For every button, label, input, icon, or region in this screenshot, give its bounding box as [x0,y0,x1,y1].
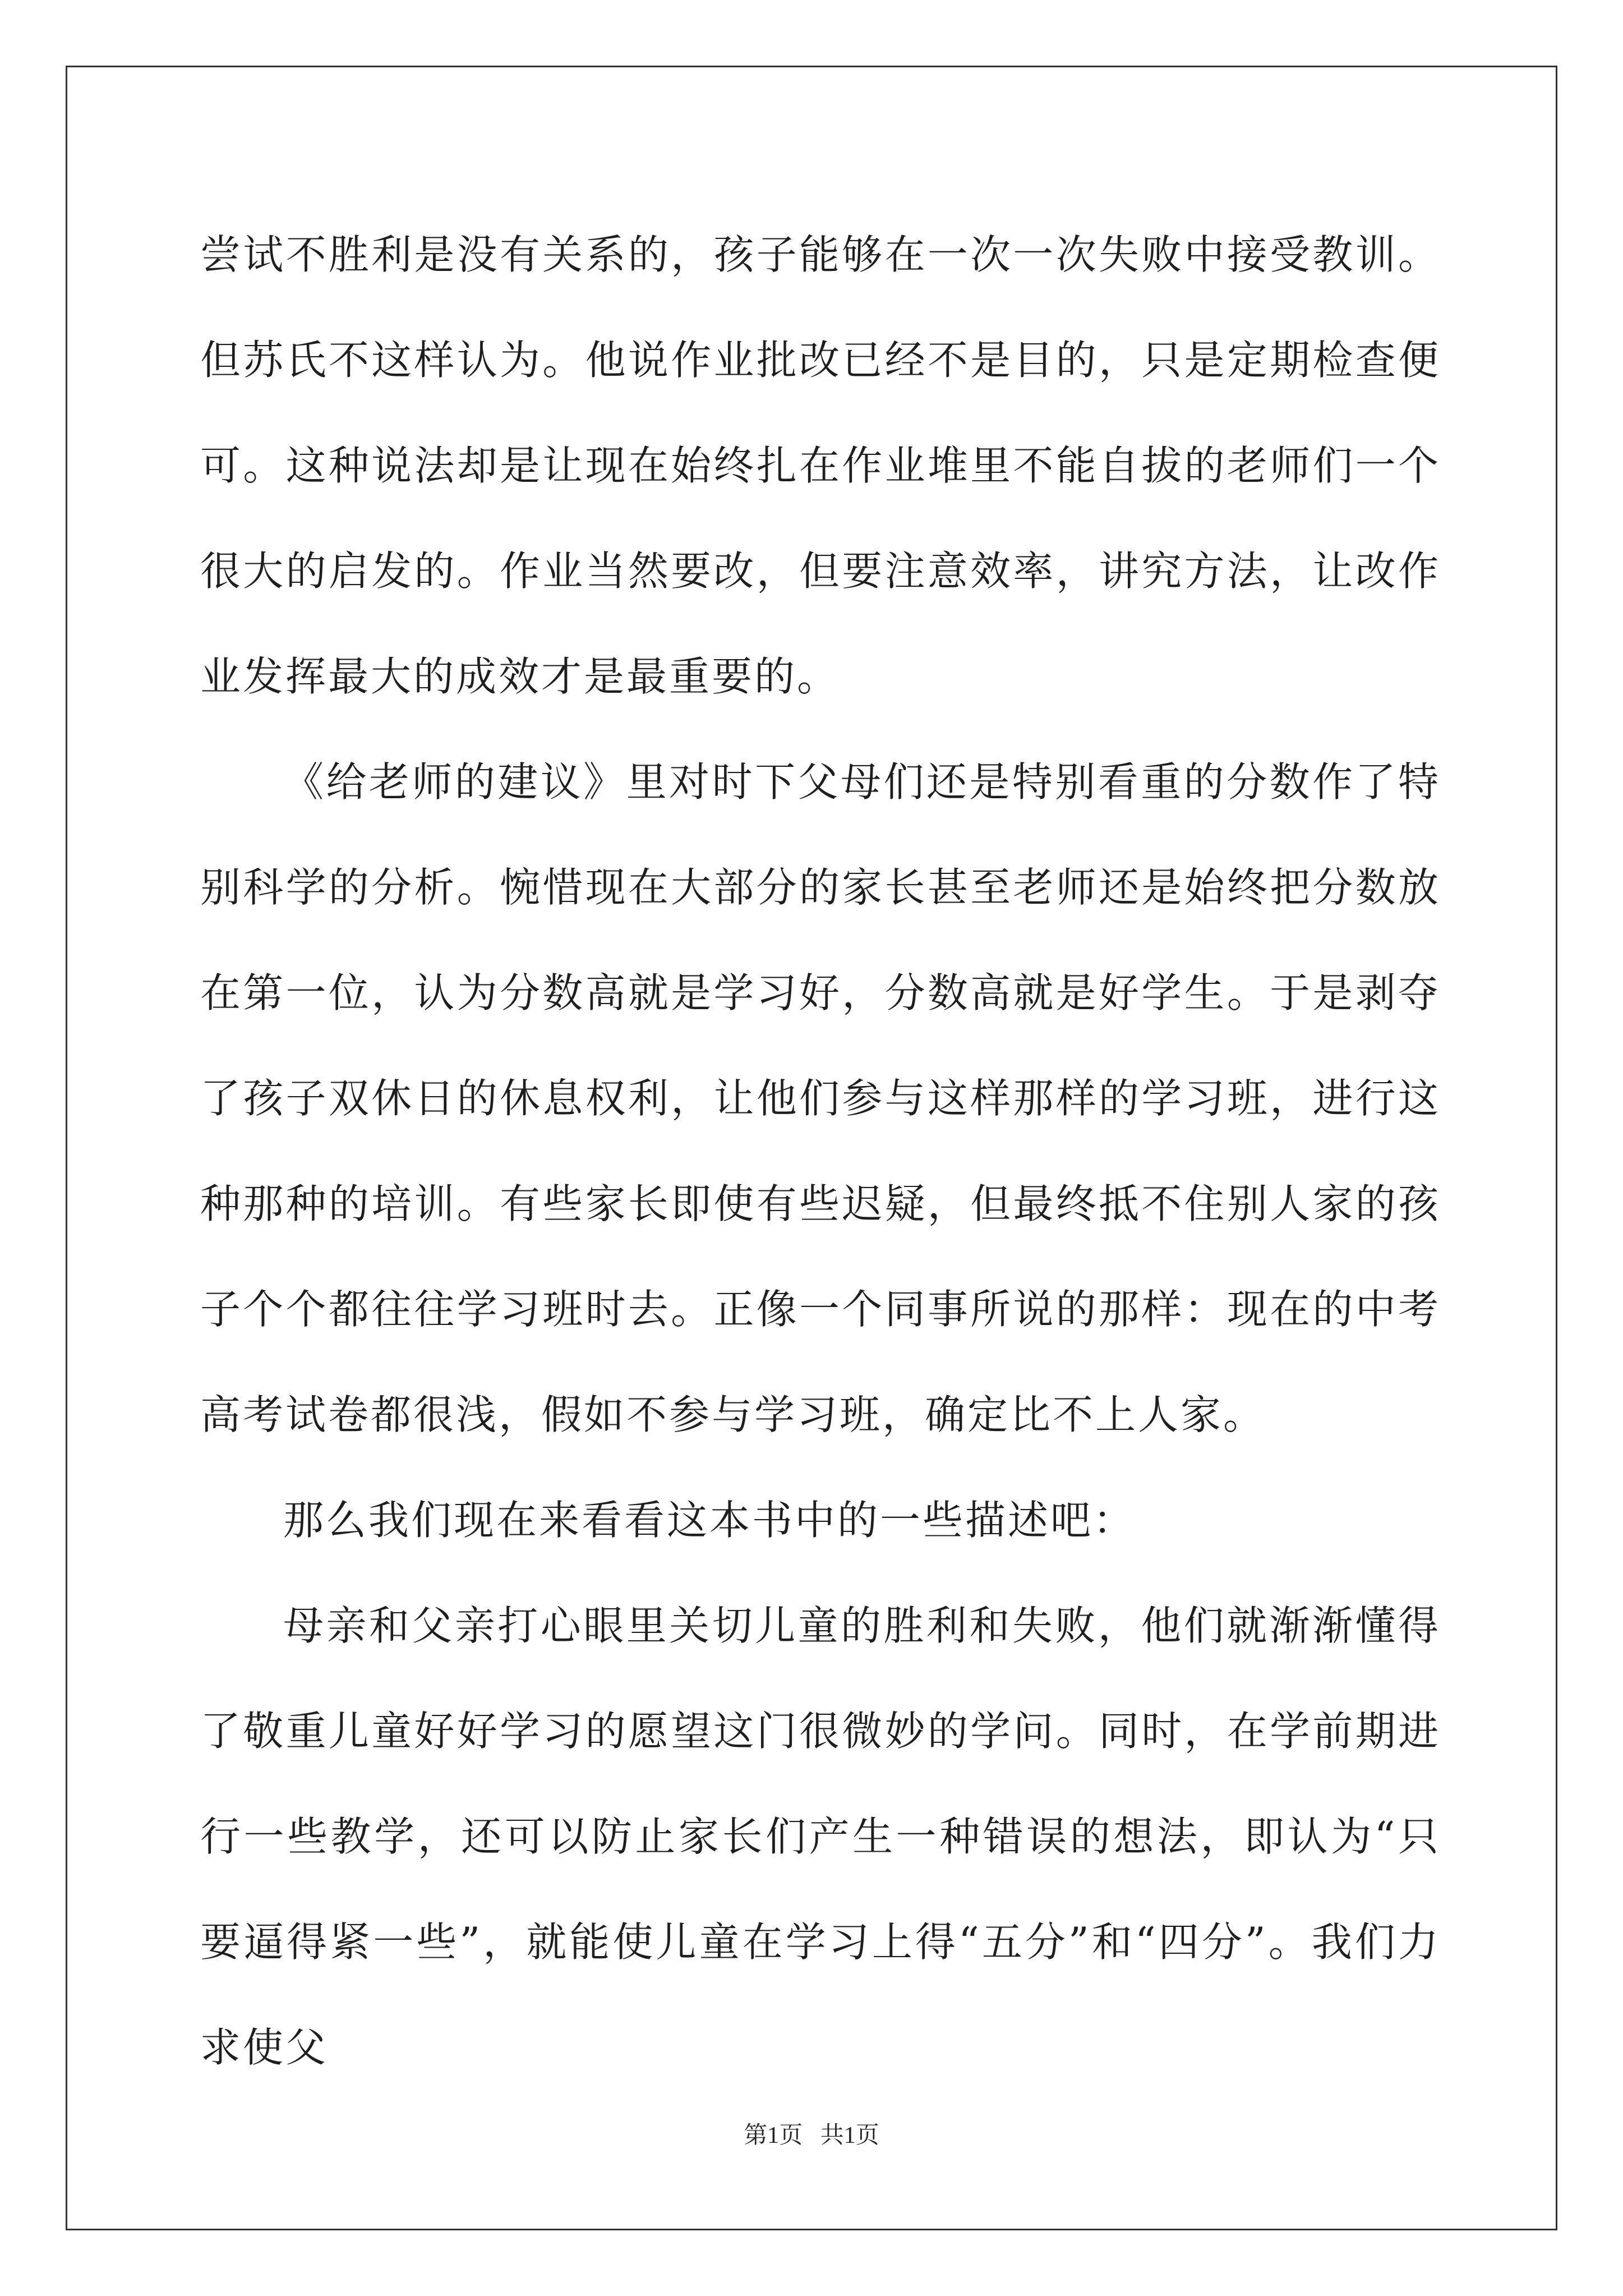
page-footer: 第1页 共1页 [744,2123,879,2148]
paragraph-3: 那么我们现在来看看这本书中的一些描述吧： [283,1497,1136,1544]
paragraph-1: 尝试不胜利是没有关系的，孩子能够在一次一次失败中接受教训。但苏氏不这样认为。他说作业批改已经不是目的，只是定期检查便可。这种说法却是让现在始终扎在作业堆里不能自拔的老师们一个很大的启发的。作业当然要改，但要注意效率，讲究方法，让改作业发挥最大的成效才是最重要的。 [200,231,1441,700]
paragraph-2: 《给老师的建议》里对时下父母们还是特别看重的分数作了特别科学的分析。惋惜现在大部分的家长甚至老师还是始终把分数放在第一位，认为分数高就是学习好，分数高就是好学生。于是剥夺了孩子双休日的休息权利，让他们参与这样那样的学习班，进行这种那种的培训。有些家长即使有些迟疑，但最终抵不住别人家的孩子个个都往往学习班时去。正像一个同事所说的那样：现在的中考高考试卷都很浅，假如不参与学习班，确定比不上人家。 [200,758,1441,1438]
paragraph-4: 母亲和父亲打心眼里关切儿童的胜利和失败，他们就渐渐懂得了敬重儿童好好学习的愿望这门很微妙的学问。同时，在学前期进行一些教学，还可以防止家长们产生一种错误的想法，即认为“只要逼得紧一些”，就能使儿童在学习上得“五分”和“四分”。我们力求使父 [200,1602,1441,2071]
document-body [200,202,1441,2100]
